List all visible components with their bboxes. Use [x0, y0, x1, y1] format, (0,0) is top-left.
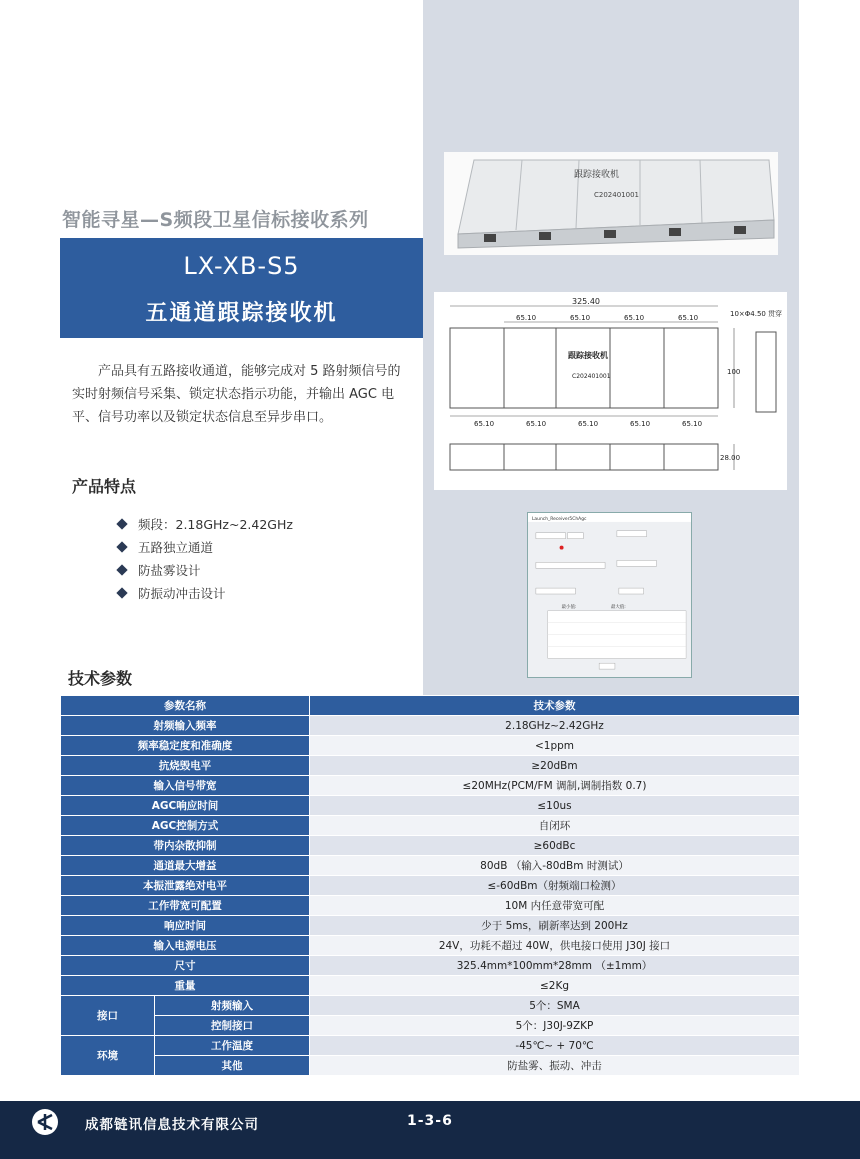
page-number: 1-3-6: [407, 1113, 453, 1129]
segment-label: 65.10: [474, 420, 495, 428]
intro-paragraph: 产品具有五路接收通道，能够完成对 5 路射频信号的实时射频信号采集、锁定状态指示功能，并输出 AGC 电平、信号功率以及锁定状态信息至异步串口。: [72, 364, 401, 425]
feature-item: 五路独立通道: [118, 538, 293, 561]
drawing-serial: C202401001: [572, 373, 611, 380]
params-heading: 技术参数: [68, 669, 133, 688]
software-max-label: 最大值:: [610, 604, 626, 610]
height-label: 100: [727, 368, 741, 376]
depth-label: 28.00: [720, 454, 741, 462]
feature-item: 防振动冲击设计: [118, 584, 293, 607]
table-header-cell: 参数名称: [61, 696, 310, 716]
photo-label: 跟踪接收机: [574, 170, 620, 180]
table-row: 带内杂散抑制 ≥60dBc: [61, 836, 800, 856]
software-title: Launch_Receiver5ChAgc: [531, 516, 587, 522]
features-heading: 产品特点: [72, 477, 137, 496]
table-row: 其他 防盐雾、振动、冲击: [61, 1056, 800, 1076]
segment-label: 65.10: [516, 314, 537, 322]
feature-item: 频段：2.18GHz~2.42GHz: [118, 515, 293, 538]
company-logo-icon: [30, 1107, 60, 1137]
table-row: 重量 ≤2Kg: [61, 976, 800, 996]
through-label: 贯穿: [768, 310, 782, 318]
table-row: 尺寸 325.4mm*100mm*28mm （±1mm）: [61, 956, 800, 976]
table-header-cell: 技术参数: [310, 696, 800, 716]
table-row: 本振泄露绝对电平 ≤-60dBm（射频端口检测）: [61, 876, 800, 896]
table-header-row: [61, 696, 800, 716]
bullet-diamond-icon: [116, 564, 127, 575]
segment-label: 65.10: [526, 420, 547, 428]
parameter-table: [60, 695, 800, 1076]
photo-serial: C202401001: [594, 191, 639, 199]
company-name: 成都链讯信息技术有限公司: [85, 1117, 259, 1133]
table-row: 工作带宽可配置 10M 内任意带宽可配: [61, 896, 800, 916]
feature-list: [118, 515, 293, 607]
group-cell-interface: 接口: [61, 996, 155, 1036]
series-title: 智能寻星—S频段卫星信标接收系列: [62, 209, 369, 231]
table-row: 接口 射频输入 5个：SMA: [61, 996, 800, 1016]
product-name: 五通道跟踪接收机: [145, 301, 338, 326]
segment-label: 65.10: [678, 314, 699, 322]
table-row: AGC控制方式 自闭环: [61, 816, 800, 836]
group-cell-environment: 环境: [61, 1036, 155, 1076]
product-photo: [444, 152, 778, 255]
table-row: AGC响应时间 ≤10us: [61, 796, 800, 816]
bullet-diamond-icon: [116, 587, 127, 598]
software-min-label: 最小值:: [561, 604, 577, 610]
software-screenshot: [527, 512, 692, 678]
segment-label: 65.10: [570, 314, 591, 322]
table-row: 抗烧毁电平 ≥20dBm: [61, 756, 800, 776]
footer: [0, 1101, 860, 1159]
table-row: 频率稳定度和准确度 <1ppm: [61, 736, 800, 756]
table-row: 输入信号带宽 ≤20MHz(PCM/FM 调制,调制指数 0.7): [61, 776, 800, 796]
mechanical-drawing: [434, 292, 787, 490]
drawing-label: 跟踪接收机: [568, 351, 608, 360]
bullet-diamond-icon: [116, 541, 127, 552]
table-row: 射频输入频率 2.18GHz~2.42GHz: [61, 716, 800, 736]
table-row: 输入电源电压 24V，功耗不超过 40W，供电接口使用 J30J 接口: [61, 936, 800, 956]
mount-hole-label: 10×Φ4.50: [730, 310, 766, 318]
table-row: 控制接口 5个：J30J-9ZKP: [61, 1016, 800, 1036]
table-row: 通道最大增益 80dB （输入-80dBm 时测试）: [61, 856, 800, 876]
segment-label: 65.10: [682, 420, 703, 428]
segment-label: 65.10: [624, 314, 645, 322]
feature-item: 防盐雾设计: [118, 561, 293, 584]
table-row: 响应时间 少于 5ms，刷新率达到 200Hz: [61, 916, 800, 936]
bullet-diamond-icon: [116, 518, 127, 529]
model-number: LX-XB-S5: [183, 252, 300, 280]
segment-label: 65.10: [578, 420, 599, 428]
title-box: [60, 238, 423, 338]
total-width-label: 325.40: [572, 297, 600, 306]
table-row: 环境 工作温度 -45℃~ + 70℃: [61, 1036, 800, 1056]
segment-label: 65.10: [630, 420, 651, 428]
